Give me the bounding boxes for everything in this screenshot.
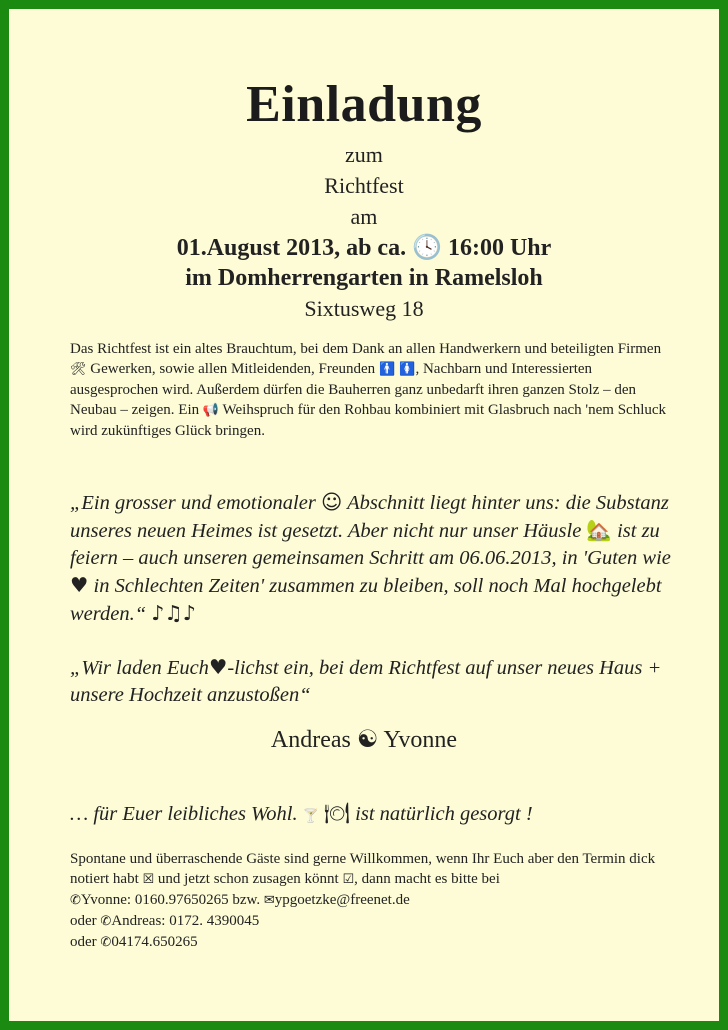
megaphone-icon: 📢	[202, 403, 220, 418]
phone-andreas: Andreas: 0172. 4390045	[111, 913, 260, 929]
phone-yvonne: Yvonne: 0160.97650265 bzw.	[80, 892, 261, 908]
event-location: im Domherrengarten in Ramelsloh	[185, 265, 543, 291]
intro-text-1: Das Richtfest ist ein altes Brauchtum, bei dem Dank an allen Handwerkern und beteiligten Firmen	[70, 341, 662, 357]
intro-text-2: Gewerken, sowie allen Mitleidenden, Freunden	[90, 361, 376, 377]
yin-yang-icon: ☯	[356, 725, 379, 753]
phone-landline: 04174.650265	[111, 934, 198, 950]
music-notes-icon: ♪♫♪	[151, 601, 196, 625]
invitation-page	[9, 9, 719, 1021]
rsvp-text-1: Spontane und überraschende Gäste sind gerne Willkommen, wenn Ihr Euch aber den Termin dick notiert habt	[70, 851, 656, 887]
intro-text-3: , Nachbarn und Interessierten ausgesprochen wird. Außerdem dürfen die Bauherren ganz unbedarft ihren ganzen Stolz – den Neubau – zeigen. Ein	[70, 361, 637, 418]
quote1-text-3: ist zu feiern – auch unseren gemeinsamen Schritt am 06.06.2013, in 'Guten wie	[70, 520, 671, 569]
page-title: Einladung	[246, 76, 482, 133]
quote1-text-1: „Ein grosser und emotionaler	[70, 492, 316, 514]
checkbox-x-icon: ☒	[142, 872, 155, 887]
line-am: am	[350, 204, 378, 229]
rsvp-text-3: , dann macht es bitte bei	[354, 871, 500, 887]
email-address[interactable]: ypgoetzke@freenet.de	[274, 892, 410, 908]
rsvp-text-2: und jetzt schon zusagen könnt	[157, 871, 339, 887]
mail-icon: ✉	[263, 893, 275, 908]
catering-text-1: … für Euer leibliches Wohl.	[70, 803, 298, 825]
intro-paragraph	[70, 339, 670, 441]
house-icon: 🏡	[586, 518, 612, 542]
heart-icon: ♥	[208, 655, 228, 679]
quote2-text-2: -lichst ein, bei dem Richtfest auf unser neues Haus + unsere Hochzeit anzustoßen“	[70, 657, 662, 706]
event-date	[9, 233, 719, 262]
clock-icon: 🕓	[412, 233, 442, 261]
quote2-text-1: „Wir laden Euch	[70, 657, 209, 679]
event-name: Richtfest	[324, 173, 404, 198]
phone-icon: ✆	[100, 914, 112, 929]
heart-icon: ♥	[70, 573, 89, 597]
oder-label: oder	[70, 913, 97, 929]
people-icon: 🚹 🚺	[378, 362, 416, 377]
line-zum: zum	[345, 142, 383, 167]
date-text: 01.August 2013, ab ca.	[176, 235, 407, 261]
rsvp-paragraph	[70, 849, 670, 953]
name-andreas: Andreas	[270, 727, 351, 753]
plate-icon: 🍽	[324, 801, 351, 825]
quote-paragraph-1	[70, 489, 690, 628]
catering-text-2: ist natürlich gesorgt !	[355, 803, 533, 825]
quote-paragraph-2	[70, 654, 690, 709]
signature-names	[9, 725, 719, 754]
quote1-text-4: in Schlechten Zeiten' zusammen zu bleiben, soll noch Mal hochgelebt werden.“	[70, 575, 662, 625]
intro-text-4: Weihspruch für den Rohbau kombiniert mit Glasbruch nach 'nem Schluck wird zukünftiges Glück bringen.	[70, 402, 667, 439]
cocktail-icon: 🍸	[302, 809, 319, 824]
name-yvonne: Yvonne	[383, 727, 458, 753]
phone-icon: ✆	[70, 893, 81, 908]
phone-icon: ✆	[100, 935, 112, 950]
smiley-icon: ☺	[320, 490, 343, 514]
oder-label: oder	[70, 934, 97, 950]
event-street: Sixtusweg 18	[304, 296, 424, 321]
tools-icon: 🛠	[70, 362, 87, 377]
checkbox-check-icon: ☑	[342, 872, 355, 887]
quote1-text-2: Abschnitt liegt hinter uns: die Substanz unseres neuen Heimes ist gesetzt. Aber nicht nur unser Häusle	[70, 492, 669, 542]
time-text: 16:00 Uhr	[447, 235, 552, 261]
catering-note	[70, 801, 533, 826]
